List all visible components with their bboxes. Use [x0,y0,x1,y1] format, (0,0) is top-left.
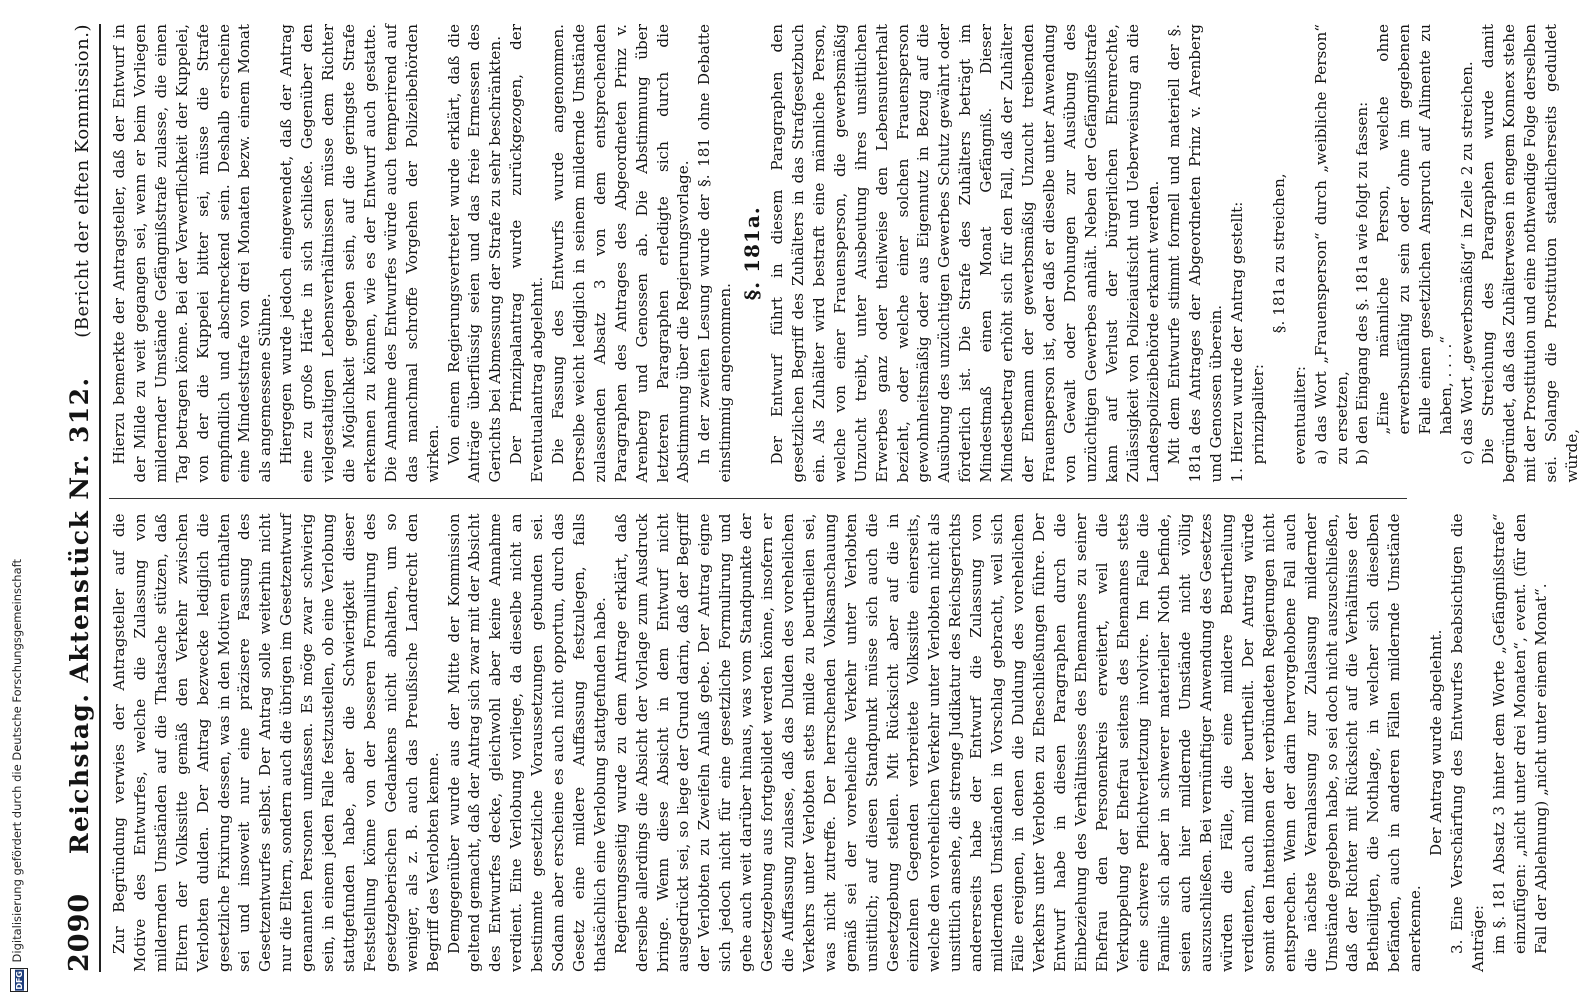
paragraph: In der zweiten Lesung wurde der §. 181 ohne Debatte einstimmig angenommen. [695,24,735,483]
rotated-document-page [50,0,1581,1000]
paragraph: Hiergegen wurde jedoch eingewendet, daß der Antrag eine zu große Härte in sich schließe. Gegenüber den vielgestaltigen Lebensverhältnissen müsse dem Richter die Möglichkeit gegeben sein, auf die geringste Strafe erkennen zu können, wie es der Entwurf auch gestatte. Die Annahme des Entwurfes würde auch temperirend auf das manchmal schroffe Vorgehen der Polizeibehörden wirken. [277,24,442,483]
paragraph: Von einem Regierungsvertreter wurde erklärt, daß die Anträge überflüssig seien und das freie Ermessen des Gerichts bei Abmessung der Strafe zu sehr beschränkten. [444,24,505,483]
paragraph: Der Antrag wurde abgelehnt. [1427,629,1446,856]
paragraph: 3. Eine Verschärfung des Entwurfes beabsichtigen die Anträge: [1448,513,1487,972]
paragraph: Zur Begründung verwies der Antragsteller auf die Motive des Entwurfes, welche die Zulassung von mildernden Umständen auf die Thatsache stützen, daß Eltern der Volkssitte gemäß den Verkehr zwischen Verlobten dulden. Der Antrag bezwecke lediglich die gesetzliche Fixirung dessen, was in den Motiven enthalten sei und insoweit nur eine präzisere Fassung des Gesetzentwurfes selbst. Der Antrag solle weiterhin nicht nur die Eltern, sondern auch die übrigen im Gesetzentwurf genannten Personen umfassen. Es möge zwar schwierig sein, in einem jeden Falle festzustellen, ob eine Verlobung stattgefunden habe, aber die Schwierigkeit dieser Feststellung könne von der besseren Formulirung des gesetzgeberischen Gedankens nicht abhalten, um so weniger, als z. B. auch das Preußische Landrecht den Begriff des Verlobten kenne. [110,513,442,972]
paragraph: prinzipaliter: [1248,364,1267,465]
funding-footer [10,52,30,992]
paragraph: 1. Hierzu wurde der Antrag gestellt: [1228,201,1247,483]
paragraph: a) das Wort „Frauensperson“ durch „weibliche Person“ zu ersetzen, [1311,24,1351,465]
right-column [109,24,1581,483]
paragraph: Die Fassung des Entwurfs wurde angenommen. Derselbe weicht lediglich in seinem mildernde Umstände zulassenden Absatz 3 von dem entsprechenden Paragraphen des Antrages des Abgeordneten Prinz v. Arenberg und Genossen ab. Die Abstimmung über letzteren Paragraphen erledigte sich durch die Abstimmung über die Regierungsvorlage. [549,24,693,483]
page-header [64,24,101,972]
funding-note: Digitalisierung gefördert durch die Deutsche Forschungsgemeinschaft [10,558,24,962]
paragraph: Regierungsseitig wurde zu dem Antrage erklärt, daß derselbe allerdings die Absicht der Vorlage zum Ausdruck bringe. Wenn diese Absicht in dem Entwurf nicht ausgedrückt sei, so liege der Grund darin, daß der Begriff der Verlobten zu Zweifeln Anlaß gebe. Der Antrag eigne sich jedoch nicht für eine gesetzliche Formulirung und gehe auch weit darüber hinaus, was vom Standpunkte der Gesetzgebung aus fortgebildet werden könne, insofern er die Auffassung zulasse, daß das Dulden des vorehelichen Verkehrs unter Verlobten stets milde zu beurtheilen sei, was nicht zutreffe. Der herrschenden Volksanschauung gemäß sei der voreheliche Verkehr unter Verlobten unsittlich; auf diesen Standpunkt müsse sich auch die Gesetzgebung stellen. Mit Rücksicht aber auf die in einzelnen Gegenden verbreitete Volkssitte einerseits, welche den vorehelichen Verkehr unter Verlobten nicht als unsittlich ansehe, die strenge Judikatur des Reichsgerichts andererseits habe der Entwurf die Zulassung von mildernden Umständen in Vorschlag gebracht, weil sich Fälle ereignen, in denen die Duldung des vorehelichen Verkehrs unter Verlobten zu Eheschließungen führe. Der Entwurf habe in diesen Paragraphen durch die Einbeziehung des Verhältnisses des Ehemannes zu seiner Ehefrau den Personenkreis erweitert, weil die Verkuppelung der Ehefrau seitens des Ehemannes stets eine schwere Pflichtverletzung involvire. Im Falle die Familie sich aber in schwerer materieller Noth befinde, seien auch hier mildernde Umstände nicht völlig auszuschließen. Bei vernünftiger Anwendung des Gesetzes würden die Fälle, die eine mildere Beurtheilung verdienten, auch milder beurtheilt. Der Antrag würde somit den Intentionen der verbündeten Regierungen nicht entsprechen. Wenn der darin hervorgehobene Fall auch die nächste Veranlassung zur Zulassung mildernder Umstände gegeben habe, so sei doch nicht auszuschließen, daß der Richter mit Rücksicht auf die Verhältnisse der Betheiligten, die Nothlage, in welcher sich dieselben befänden, auch in anderen Fällen mildernde Umstände anerkenne. [611,513,1425,972]
paragraph: Demgegenüber wurde aus der Mitte der Kommission geltend gemacht, daß der Antrag sich zwar mit der Absicht des Entwurfes decke, gleichwohl aber keine Annahme verdient. Eine Verlobung vorliege, da dieselbe nicht an bestimmte gesetzliche Voraussetzungen gebunden sei. Sodann aber erscheine es auch nicht opportun, durch das Gesetz eine mildere Auffassung festzulegen, falls thatsächlich eine Verlobung stattgefunden habe. [444,513,609,972]
paragraph: im §. 181 Absatz 3 hinter dem Worte „Gefängnißstrafe“ einzufügen: „nicht unter drei Monaten“, event. (für den Fall der Ablehnung) „nicht unter einem Monat“. [1489,513,1550,954]
dfg-logo-icon [10,968,28,992]
paragraph: b) den Eingang des §. 181a wie folgt zu fassen: [1353,101,1372,465]
paragraph: Die Streichung des Paragraphen wurde damit begründet, daß das Zuhälterwesen in engem Konnex stehe mit der Prostitution und eine nothwendige Folge derselben sei. Solange die Prostitution staatlicherseits geduldet würde, [1478,24,1581,483]
dfg-logo-text: DFG [14,970,24,990]
paragraph: Der Entwurf führt in diesem Paragraphen den gesetzlichen Begriff des Zuhälters in das Strafgesetzbuch ein. Als Zuhälter wird bestraft eine männliche Person, welche von einer Frauensperson, die gewerbsmäßig Unzucht treibt, unter Ausbeutung ihres unsittlichen Erwerbes ganz oder theilweise den Lebensunterhalt bezieht, oder welche einer solchen Frauensperson gewohnheitsmäßig oder aus Eigennutz in Bezug auf die Ausübung des unzüchtigen Gewerbes Schutz gewährt oder förderlich ist. Die Strafe des Zuhälters beträgt im Mindestmaß einen Monat Gefängniß. Dieser Mindestbetrag erhöht sich für den Fall, daß der Zuhälter der Ehemann der gewerbsmäßig Unzucht treibenden Frauensperson ist, oder daß er dieselbe unter Anwendung von Gewalt oder Drohungen zur Ausübung des unzüchtigen Gewerbes anhält. Neben der Gefängnißstrafe kann auf Verlust der bürgerlichen Ehrenrechte, Zulässigkeit von Polizeiaufsicht und Ueberweisung an die Landespolizeibehörde erkannt werden. [768,24,1163,483]
paragraph: Der Prinzipalantrag wurde zurückgezogen, der Eventualantrag abgelehnt. [507,24,547,483]
page-title: Reichstag. Aktenstück Nr. 312. [65,376,94,855]
left-column [109,499,1550,973]
paragraph: c) das Wort „gewerbsmäßig“ in Zeile 2 zu streichen. [1458,61,1476,465]
paragraph: eventualiter: [1290,366,1309,465]
text-columns [109,24,1581,972]
paragraph: „Eine männliche Person, welche ohne erwerbsunfähig zu sein oder ohne im gegebenen Falle einen gesetzlichen Anspruch auf Alimente zu haben, . . . .“ [1374,24,1456,435]
page-number: 2090 [64,892,95,972]
page-subtitle: (Bericht der elften Kommission.) [72,24,93,338]
paragraph: §. 181a zu streichen, [1269,173,1288,334]
paragraph: Mit dem Entwurfe stimmt formell und materiell der §. 181a des Antrages der Abgeordneten Prinz v. Arenberg und Genossen überein. [1165,24,1226,483]
section-heading: §. 181a. [740,206,765,301]
paragraph: Hierzu bemerkte der Antragsteller, daß der Entwurf in der Milde zu weit gegangen sei, wenn er beim Vorliegen mildernder Umstände Gefängnißstrafe zulasse, die einen Tag betragen könne. Bei der Verwerflichkeit der Kuppelei, von der die Kuppelei bitter sei, müsse die Strafe empfindlich und abschreckend sein. Deshalb erscheine eine Mindeststrafe von drei Monaten bezw. einem Monat als angemessene Sühne. [110,24,275,483]
